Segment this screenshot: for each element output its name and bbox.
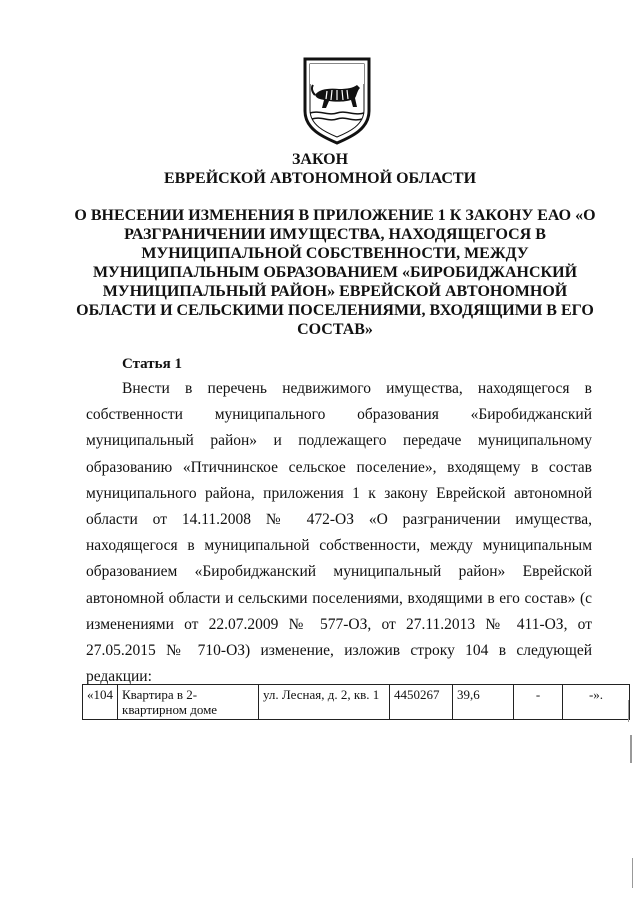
table-cell-dash: -	[514, 685, 563, 720]
scan-mark	[632, 858, 633, 888]
article-body: Внести в перечень недвижимого имущества, находящегося в собственности муниципального образования «Биробиджанский муниципальный район» и подлежащего передаче муниципальному образованию «Птичнинское сельское поселение», входящему в состав муниципального района, приложения 1 к закону Еврейской автономной области от 14.11.2008 № 472-ОЗ «О разграничении имущества, находящегося в муниципальной собственности, между муниципальным образованием «Биробиджанский муниципальный район» Еврейской автономной области и сельскими поселениями, входящими в его состав» (с изменениями от 22.07.2009 № 577-ОЗ, от 27.11.2013 № 411-ОЗ, от 27.05.2015 № 710-ОЗ) изменение, изложив строку 104 в следующей редакции:	[86, 380, 592, 686]
law-subtitle: О ВНЕСЕНИИ ИЗМЕНЕНИЯ В ПРИЛОЖЕНИЕ 1 К ЗАКОНУ ЕАО «О РАЗГРАНИЧЕНИИ ИМУЩЕСТВА, НАХОДЯЩЕГОСЯ В МУНИЦИПАЛЬНОЙ СОБСТВЕННОСТИ, МЕЖДУ МУНИЦИПАЛЬНЫМ ОБРАЗОВАНИЕМ «БИРОБИДЖАНСКИЙ МУНИЦИПАЛЬНЫЙ РАЙОН» ЕВРЕЙСКОЙ АВТОНОМНОЙ ОБЛАСТИ И СЕЛЬСКИМИ ПОСЕЛЕНИЯМИ, ВХОДЯЩИМИ В ЕГО СОСТАВ»	[74, 207, 596, 338]
table-cell-end: -».	[563, 685, 630, 720]
amendment-table	[82, 684, 630, 720]
law-title: ЗАКОН	[291, 151, 349, 168]
table-cell-code: 4450267	[390, 685, 453, 720]
table-cell-number: «104	[83, 685, 118, 720]
coat-of-arms-icon	[299, 55, 375, 145]
region-title: ЕВРЕЙСКОЙ АВТОНОМНОЙ ОБЛАСТИ	[163, 170, 477, 187]
scan-mark	[628, 700, 629, 722]
table-cell-address: ул. Лесная, д. 2, кв. 1	[259, 685, 390, 720]
article-heading: Статья 1	[122, 356, 182, 372]
table-row	[83, 685, 630, 720]
scan-mark	[630, 735, 632, 763]
table-cell-object: Квартира в 2-квартирном доме	[118, 685, 259, 720]
table-cell-area: 39,6	[453, 685, 514, 720]
